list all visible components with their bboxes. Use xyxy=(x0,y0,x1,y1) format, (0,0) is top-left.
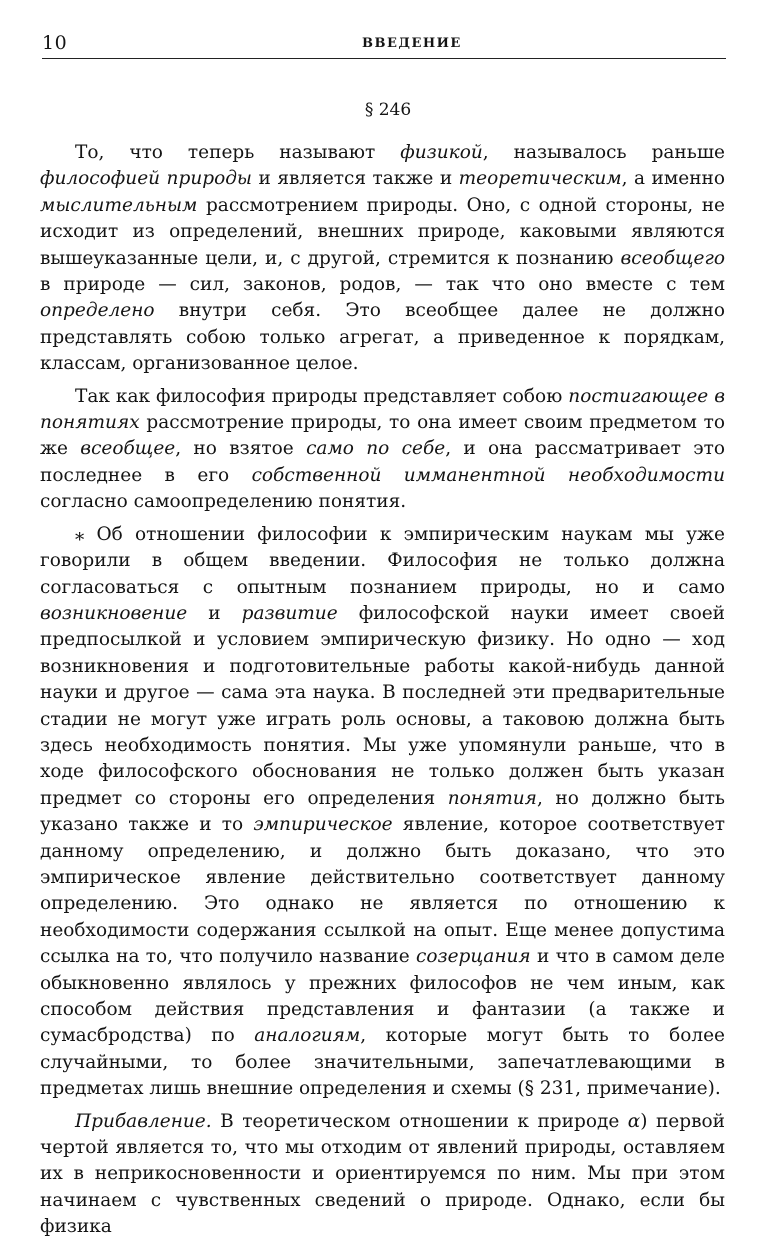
paragraph-remark xyxy=(40,522,725,1103)
emphasis-run: созерцания xyxy=(416,946,531,968)
text-run: философской науки имеет своей предпосылкой и условием эмпирическую физику. Но одно — ход возникновения и подготовительные работы какой-нибудь данной науки и другое — сама эта наука. В последней эти предварительные стадии не могут уже играть роль основы, а таковою должна быть здесь необходимость понятия. Мы уже упомянули раньше, что в ходе философского обоснования не только должен быть указан предмет со стороны его определения xyxy=(40,602,726,809)
text-run: , которые могут быть то более случайными, то более значительными, запечатлевающими в предметах лишь внешние определения и схемы (§ 231, примечание). xyxy=(40,1025,725,1100)
paragraph-addition xyxy=(40,1109,725,1241)
text-run: в природе — сил, законов, родов, — так что оно вместе с тем xyxy=(40,274,725,296)
text-run: , называлось раньше xyxy=(482,142,725,163)
emphasis-run: Прибавление. xyxy=(75,1110,212,1132)
emphasis-run: аналогиям xyxy=(254,1025,361,1047)
emphasis-run: собственной имманентной необходимости xyxy=(251,464,725,486)
text-run: внутри себя. Это всеобщее далее не должно представлять собою только агрегат, а приведенное к порядкам, классам, организованное целое. xyxy=(40,300,725,375)
emphasis-run: эмпирическое xyxy=(253,814,393,836)
text-run: , но взятое xyxy=(175,438,307,460)
page-header xyxy=(42,32,726,58)
emphasis-run: философией природы xyxy=(40,168,253,190)
header-rule xyxy=(42,58,726,59)
text-run: , но должно быть указано также и то xyxy=(40,787,725,836)
text-run: Так как философия природы представляет собою xyxy=(75,385,569,407)
running-title: ВВЕДЕНИЕ xyxy=(362,36,462,51)
section-number: § 246 xyxy=(364,100,412,120)
emphasis-run: определено xyxy=(40,300,155,322)
emphasis-run: развитие xyxy=(241,602,338,624)
text-run: рассмотрение природы, то она имеет своим предметом то же xyxy=(40,412,725,460)
text-run: В теоретическом отношении к природе xyxy=(211,1110,628,1132)
body-text xyxy=(40,140,725,1247)
text-run: , а именно xyxy=(621,168,725,190)
text-run: явление, которое соответствует данному определению, и должно быть доказано, что это эмпирическое явление действительно соответствует данному определению. Это однако не является по отношению к необходимости содержания ссылкой на опыт. Еще менее допустима ссылка на то, что получило название xyxy=(40,814,725,968)
emphasis-run: всеобщего xyxy=(620,247,725,269)
emphasis-run: постигающее в понятиях xyxy=(40,385,725,434)
text-run: и что в самом деле обыкновенно являлось у прежних философов не чем иным, как способом действия представления и фантазии (а также и сумасбродства) по xyxy=(40,946,725,1047)
text-run: согласно самоопределению понятия. xyxy=(40,491,407,513)
text-run: , и она рассматривает это последнее в его xyxy=(40,438,725,486)
emphasis-run: возникновение xyxy=(40,602,188,624)
emphasis-run: мыслительным xyxy=(40,194,198,216)
text-run: и xyxy=(187,602,242,624)
emphasis-run: само по себе xyxy=(306,438,446,460)
emphasis-run: физикой xyxy=(400,142,483,163)
emphasis-run: теоретическим xyxy=(458,168,622,190)
paragraph-main-1 xyxy=(40,140,725,378)
text-run: и является также и xyxy=(252,168,459,190)
emphasis-run: всеобщее xyxy=(80,438,176,460)
text-run: ⁎ Об отношении философии к эмпирическим наукам мы уже говорили в общем введении. Философия не только должна согласоваться с опытным познанием природы, но и само xyxy=(40,523,725,598)
text-run: То, что теперь называют xyxy=(75,142,401,163)
paragraph-main-2 xyxy=(40,384,725,516)
emphasis-run: понятия xyxy=(447,787,537,809)
text-run: рассмотрением природы. Оно, с одной стороны, не исходит из определений, внешних природе, каковыми являются вышеуказанные цели, и, с другой, стремится к познанию xyxy=(40,194,725,269)
emphasis-run: α xyxy=(627,1110,641,1132)
text-run: ) первой чертой является то, что мы отходим от явлений природы, оставляем их в неприкосновенности и ориентируемся по ним. Мы при этом начинаем с чувственных сведений о природе. Однако, если бы физика xyxy=(40,1110,725,1238)
page-number: 10 xyxy=(42,32,68,54)
